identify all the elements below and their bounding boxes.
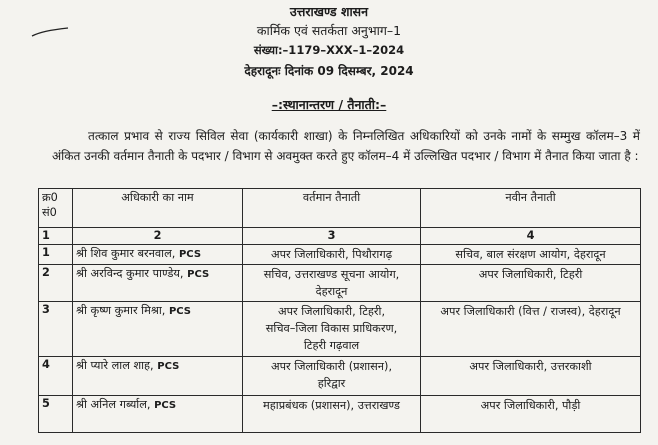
- column-header-sn: क्र0 सं0: [39, 189, 73, 228]
- service-badge: PCS: [187, 269, 210, 280]
- column-number: 1: [39, 228, 73, 245]
- table-header-row: [39, 189, 641, 228]
- place-date: देहरादूनः दिनांक 09 दिसम्बर, 2024: [244, 64, 414, 78]
- officer-name: श्री अनिल गर्ब्याल, PCS: [73, 396, 243, 433]
- subject-heading: –:स्थानान्तरण / तैनाती:–: [271, 97, 387, 112]
- service-badge: PCS: [168, 306, 192, 317]
- order-body-text: तत्काल प्रभाव से राज्य सिविल सेवा (कार्यकारी शाखा) के निम्नलिखित अधिकारियों को उनके नामों के सम्मुख कॉलम–3 में अंकित उनकी वर्तमान तैनाती के पदभार / विभाग से अवमुक्त करते हुए कॉलम–4 में उल्लिखित पदभार / विभाग में तैनात किया जाता है :: [52, 129, 640, 163]
- service-badge: PCS: [157, 361, 180, 372]
- officer-name: श्री कृष्ण कुमार मिश्रा, PCS: [73, 302, 243, 357]
- serial-number: 5: [39, 396, 73, 433]
- current-posting: अपर जिलाधिकारी, टिहरी, सचिव–जिला विकास प्राधिकरण, टिहरी गढ़वाल: [243, 302, 421, 357]
- table-row: [39, 265, 641, 302]
- column-header-new: नवीन तैनाती: [421, 189, 641, 228]
- new-posting: सचिव, बाल संरक्षण आयोग, देहरादून: [421, 245, 641, 265]
- new-posting: अपर जिलाधिकारी, पौड़ी: [421, 396, 641, 433]
- service-badge: PCS: [178, 249, 202, 260]
- department-name: कार्मिक एवं सतर्कता अनुभाग–1: [256, 23, 402, 38]
- column-number-row: [39, 228, 641, 245]
- transfer-table: [38, 188, 641, 433]
- serial-number: 4: [39, 357, 73, 396]
- new-posting: अपर जिलाधिकारी (वित्त / राजस्व), देहरादून: [421, 302, 641, 357]
- government-name: उत्तराखण्ड शासन: [289, 4, 369, 19]
- officer-name: श्री अरविन्द कुमार पाण्डेय, PCS: [73, 265, 243, 302]
- current-posting: अपर जिलाधिकारी, पिथौरागढ़: [243, 245, 421, 265]
- table-row: [39, 357, 641, 396]
- officer-name: श्री प्यारे लाल शाह, PCS: [73, 357, 243, 396]
- serial-number: 1: [39, 245, 73, 265]
- current-posting: सचिव, उत्तराखण्ड सूचना आयोग, देहरादून: [243, 265, 421, 302]
- service-badge: PCS: [154, 400, 177, 411]
- new-posting: अपर जिलाधिकारी, उत्तरकाशी: [421, 357, 641, 396]
- order-number: संख्या:–1179–XXX–1–2024: [253, 43, 405, 57]
- officer-name: श्री शिव कुमार बरनवाल, PCS: [73, 245, 243, 265]
- serial-number: 2: [39, 265, 73, 302]
- column-number: 3: [243, 228, 421, 245]
- column-number: 2: [73, 228, 243, 245]
- current-posting: अपर जिलाधिकारी (प्रशासन), हरिद्वार: [243, 357, 421, 396]
- serial-number: 3: [39, 302, 73, 357]
- table-row: [39, 302, 641, 357]
- current-posting: महाप्रबंधक (प्रशासन), उत्तराखण्ड: [243, 396, 421, 433]
- column-header-current: वर्तमान तैनाती: [243, 189, 421, 228]
- table-row: [39, 245, 641, 265]
- table-row: [39, 396, 641, 433]
- column-number: 4: [421, 228, 641, 245]
- new-posting: अपर जिलाधिकारी, टिहरी: [421, 265, 641, 302]
- column-header-name: अधिकारी का नाम: [73, 189, 243, 228]
